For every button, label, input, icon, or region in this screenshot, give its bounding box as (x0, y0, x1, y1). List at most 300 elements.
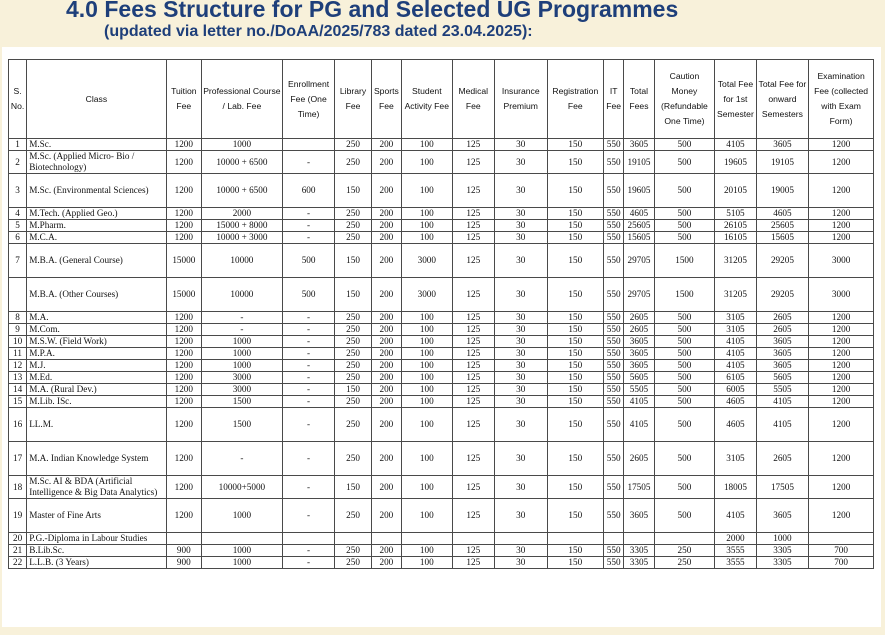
cell-insurance: 30 (494, 232, 547, 244)
cell-exam: 1200 (809, 208, 874, 220)
table-row (9, 151, 874, 174)
cell-total: 5505 (624, 384, 654, 396)
column-header: Tuition Fee (166, 60, 201, 139)
cell-caution: 500 (654, 336, 715, 348)
cell-medical: 125 (452, 408, 494, 442)
cell-enroll: 500 (282, 244, 335, 278)
cell-it: 550 (604, 396, 624, 408)
cell-insurance: 30 (494, 312, 547, 324)
cell-it: 550 (604, 384, 624, 396)
cell-tuition: 1200 (166, 408, 201, 442)
cell-activity: 100 (402, 372, 453, 384)
cell-insurance: 30 (494, 372, 547, 384)
cell-prof: 1000 (201, 557, 282, 569)
cell-sno: 12 (9, 360, 27, 372)
cell-onward: 4105 (756, 408, 809, 442)
page-heading (0, 0, 885, 48)
cell-onward: 3305 (756, 557, 809, 569)
cell-sno: 20 (9, 533, 27, 545)
cell-enroll: - (282, 476, 335, 499)
cell-exam: 1200 (809, 372, 874, 384)
cell-activity: 100 (402, 151, 453, 174)
table-row (9, 278, 874, 312)
cell-sno: 18 (9, 476, 27, 499)
cell-class: M.Sc. (Applied Micro- Bio / Biotechnology) (27, 151, 166, 174)
cell-insurance: 30 (494, 384, 547, 396)
cell-activity: 3000 (402, 278, 453, 312)
cell-class: Master of Fine Arts (27, 499, 166, 533)
cell-enroll: - (282, 499, 335, 533)
cell-class: M.Tech. (Applied Geo.) (27, 208, 166, 220)
cell-sports: 200 (371, 442, 401, 476)
cell-tuition: 1200 (166, 151, 201, 174)
table-row (9, 557, 874, 569)
fees-table (8, 59, 874, 569)
cell-sports: 200 (371, 232, 401, 244)
table-row (9, 174, 874, 208)
column-header: Caution Money (Refundable One Time) (654, 60, 715, 139)
table-row (9, 533, 874, 545)
cell-library: 250 (335, 208, 371, 220)
cell-medical: 125 (452, 312, 494, 324)
cell-sno: 10 (9, 336, 27, 348)
cell-library: 250 (335, 312, 371, 324)
cell-activity (402, 533, 453, 545)
cell-medical: 125 (452, 384, 494, 396)
cell-prof: 10000 + 6500 (201, 174, 282, 208)
cell-caution (654, 533, 715, 545)
cell-registration: 150 (547, 312, 604, 324)
cell-exam: 1200 (809, 220, 874, 232)
cell-first-sem: 3105 (715, 324, 756, 336)
cell-insurance: 30 (494, 557, 547, 569)
cell-sports: 200 (371, 151, 401, 174)
cell-onward: 19005 (756, 174, 809, 208)
cell-library: 150 (335, 174, 371, 208)
cell-library: 250 (335, 557, 371, 569)
cell-medical: 125 (452, 557, 494, 569)
cell-activity: 100 (402, 396, 453, 408)
cell-tuition: 1200 (166, 324, 201, 336)
cell-prof: 3000 (201, 384, 282, 396)
column-header: Total Fee for 1st Semester (715, 60, 756, 139)
cell-insurance: 30 (494, 360, 547, 372)
cell-medical: 125 (452, 545, 494, 557)
cell-enroll: - (282, 348, 335, 360)
cell-caution: 500 (654, 499, 715, 533)
cell-tuition: 1200 (166, 384, 201, 396)
cell-registration: 150 (547, 499, 604, 533)
cell-enroll: - (282, 232, 335, 244)
cell-sno: 6 (9, 232, 27, 244)
cell-prof: - (201, 324, 282, 336)
cell-it: 550 (604, 174, 624, 208)
cell-total: 3605 (624, 348, 654, 360)
cell-class: M.J. (27, 360, 166, 372)
cell-exam: 700 (809, 545, 874, 557)
cell-class: M.S.W. (Field Work) (27, 336, 166, 348)
column-header: Registration Fee (547, 60, 604, 139)
cell-onward: 25605 (756, 220, 809, 232)
table-row (9, 232, 874, 244)
cell-onward: 2605 (756, 324, 809, 336)
cell-sports: 200 (371, 208, 401, 220)
cell-class: M.B.A. (General Course) (27, 244, 166, 278)
cell-medical: 125 (452, 244, 494, 278)
table-body (9, 139, 874, 569)
cell-first-sem: 18005 (715, 476, 756, 499)
cell-library: 250 (335, 408, 371, 442)
cell-total: 3605 (624, 336, 654, 348)
cell-insurance: 30 (494, 174, 547, 208)
cell-caution: 500 (654, 408, 715, 442)
cell-total (624, 533, 654, 545)
cell-prof: 1500 (201, 396, 282, 408)
cell-it: 550 (604, 208, 624, 220)
cell-medical: 125 (452, 499, 494, 533)
cell-enroll (282, 533, 335, 545)
cell-exam: 1200 (809, 442, 874, 476)
cell-tuition: 1200 (166, 139, 201, 151)
cell-first-sem: 2000 (715, 533, 756, 545)
cell-prof: 2000 (201, 208, 282, 220)
table-row (9, 324, 874, 336)
cell-activity: 100 (402, 476, 453, 499)
cell-total: 4105 (624, 396, 654, 408)
cell-onward: 4605 (756, 208, 809, 220)
cell-class: M.Ed. (27, 372, 166, 384)
cell-library: 250 (335, 324, 371, 336)
cell-medical: 125 (452, 151, 494, 174)
table-row (9, 442, 874, 476)
cell-sports: 200 (371, 545, 401, 557)
cell-exam (809, 533, 874, 545)
cell-registration: 150 (547, 336, 604, 348)
cell-total: 4105 (624, 408, 654, 442)
cell-enroll: - (282, 336, 335, 348)
cell-tuition: 1200 (166, 372, 201, 384)
column-header: Student Activity Fee (402, 60, 453, 139)
cell-sports: 200 (371, 408, 401, 442)
cell-it: 550 (604, 324, 624, 336)
cell-medical: 125 (452, 139, 494, 151)
cell-first-sem: 5105 (715, 208, 756, 220)
cell-sno: 19 (9, 499, 27, 533)
cell-registration: 150 (547, 384, 604, 396)
cell-sno: 22 (9, 557, 27, 569)
cell-it: 550 (604, 348, 624, 360)
cell-sno: 2 (9, 151, 27, 174)
cell-it: 550 (604, 476, 624, 499)
cell-registration (547, 533, 604, 545)
cell-library: 250 (335, 348, 371, 360)
cell-registration: 150 (547, 324, 604, 336)
cell-insurance: 30 (494, 499, 547, 533)
cell-onward: 19105 (756, 151, 809, 174)
cell-registration: 150 (547, 348, 604, 360)
page-title: 4.0 Fees Structure for PG and Selected UG Programmes (66, 0, 679, 22)
cell-total: 2605 (624, 312, 654, 324)
cell-exam: 700 (809, 557, 874, 569)
cell-first-sem: 19605 (715, 151, 756, 174)
cell-class: M.Lib. ISc. (27, 396, 166, 408)
cell-total: 19605 (624, 174, 654, 208)
cell-activity: 100 (402, 139, 453, 151)
cell-prof: 10000+5000 (201, 476, 282, 499)
table-row (9, 244, 874, 278)
cell-enroll: - (282, 324, 335, 336)
cell-tuition: 1200 (166, 348, 201, 360)
column-header: Professional Course / Lab. Fee (201, 60, 282, 139)
cell-medical: 125 (452, 372, 494, 384)
cell-caution: 500 (654, 476, 715, 499)
cell-exam: 1200 (809, 312, 874, 324)
cell-prof: 1000 (201, 360, 282, 372)
cell-first-sem: 3555 (715, 545, 756, 557)
column-header: Total Fees (624, 60, 654, 139)
cell-caution: 500 (654, 208, 715, 220)
cell-sno: 5 (9, 220, 27, 232)
cell-tuition: 1200 (166, 336, 201, 348)
cell-total: 3305 (624, 545, 654, 557)
cell-registration: 150 (547, 557, 604, 569)
cell-insurance: 30 (494, 244, 547, 278)
cell-class: LL.M. (27, 408, 166, 442)
cell-first-sem: 4105 (715, 348, 756, 360)
cell-onward: 3305 (756, 545, 809, 557)
cell-it: 550 (604, 408, 624, 442)
table-row (9, 208, 874, 220)
cell-prof: 10000 + 6500 (201, 151, 282, 174)
cell-class: M.C.A. (27, 232, 166, 244)
cell-first-sem: 31205 (715, 278, 756, 312)
cell-sno: 8 (9, 312, 27, 324)
cell-sno: 3 (9, 174, 27, 208)
cell-class: M.Sc. AI & BDA (Artificial Intelligence & Big Data Analytics) (27, 476, 166, 499)
table-row (9, 372, 874, 384)
cell-exam: 1200 (809, 139, 874, 151)
cell-caution: 500 (654, 151, 715, 174)
cell-exam: 1200 (809, 476, 874, 499)
cell-first-sem: 6105 (715, 372, 756, 384)
cell-caution: 500 (654, 442, 715, 476)
cell-first-sem: 3105 (715, 312, 756, 324)
column-header: S. No. (9, 60, 27, 139)
column-header: IT Fee (604, 60, 624, 139)
cell-activity: 100 (402, 499, 453, 533)
cell-class: M.Sc. (Environmental Sciences) (27, 174, 166, 208)
cell-registration: 150 (547, 244, 604, 278)
cell-total: 19105 (624, 151, 654, 174)
table-row (9, 139, 874, 151)
cell-enroll: - (282, 545, 335, 557)
cell-medical: 125 (452, 208, 494, 220)
cell-enroll: - (282, 408, 335, 442)
cell-sno: 17 (9, 442, 27, 476)
cell-library: 150 (335, 476, 371, 499)
cell-onward: 29205 (756, 278, 809, 312)
cell-activity: 100 (402, 557, 453, 569)
cell-sports: 200 (371, 384, 401, 396)
cell-onward: 2605 (756, 312, 809, 324)
cell-caution: 1500 (654, 244, 715, 278)
cell-caution: 500 (654, 360, 715, 372)
cell-tuition: 15000 (166, 244, 201, 278)
cell-class: M.A. (Rural Dev.) (27, 384, 166, 396)
cell-first-sem: 3105 (715, 442, 756, 476)
cell-it: 550 (604, 360, 624, 372)
cell-onward: 1000 (756, 533, 809, 545)
cell-activity: 100 (402, 545, 453, 557)
cell-sno: 21 (9, 545, 27, 557)
table-row (9, 348, 874, 360)
cell-enroll (282, 139, 335, 151)
cell-sno (9, 278, 27, 312)
cell-caution: 500 (654, 139, 715, 151)
cell-first-sem: 4105 (715, 336, 756, 348)
cell-insurance: 30 (494, 151, 547, 174)
cell-medical: 125 (452, 220, 494, 232)
cell-caution: 500 (654, 232, 715, 244)
cell-insurance: 30 (494, 278, 547, 312)
page-subtitle: (updated via letter no./DoAA/2025/783 dated 23.04.2025): (104, 23, 533, 40)
cell-class: L.L.B. (3 Years) (27, 557, 166, 569)
cell-insurance: 30 (494, 396, 547, 408)
cell-prof: 1000 (201, 348, 282, 360)
cell-registration: 150 (547, 208, 604, 220)
cell-prof: 10000 (201, 278, 282, 312)
cell-registration: 150 (547, 408, 604, 442)
column-header: Library Fee (335, 60, 371, 139)
column-header: Enrollment Fee (One Time) (282, 60, 335, 139)
cell-registration: 150 (547, 360, 604, 372)
cell-tuition: 1200 (166, 499, 201, 533)
table-row (9, 476, 874, 499)
cell-library: 250 (335, 139, 371, 151)
cell-activity: 100 (402, 384, 453, 396)
cell-sports (371, 533, 401, 545)
cell-onward: 3605 (756, 139, 809, 151)
cell-sports: 200 (371, 278, 401, 312)
column-header: Insurance Premium (494, 60, 547, 139)
cell-library: 250 (335, 396, 371, 408)
cell-caution: 500 (654, 312, 715, 324)
cell-caution: 250 (654, 557, 715, 569)
cell-it: 550 (604, 372, 624, 384)
cell-tuition: 1200 (166, 312, 201, 324)
cell-sports: 200 (371, 220, 401, 232)
cell-exam: 1200 (809, 384, 874, 396)
cell-library: 250 (335, 336, 371, 348)
cell-sno: 11 (9, 348, 27, 360)
cell-enroll: - (282, 312, 335, 324)
cell-class: M.B.A. (Other Courses) (27, 278, 166, 312)
cell-medical: 125 (452, 232, 494, 244)
column-header: Class (27, 60, 166, 139)
cell-library: 250 (335, 220, 371, 232)
cell-onward: 3605 (756, 499, 809, 533)
cell-sports: 200 (371, 476, 401, 499)
cell-library (335, 533, 371, 545)
cell-exam: 1200 (809, 232, 874, 244)
cell-activity: 100 (402, 442, 453, 476)
cell-onward: 17505 (756, 476, 809, 499)
cell-tuition: 1200 (166, 476, 201, 499)
cell-tuition (166, 533, 201, 545)
cell-registration: 150 (547, 442, 604, 476)
cell-activity: 100 (402, 348, 453, 360)
cell-first-sem: 4105 (715, 499, 756, 533)
cell-sno: 16 (9, 408, 27, 442)
cell-total: 5605 (624, 372, 654, 384)
cell-onward: 3605 (756, 336, 809, 348)
cell-class: B.Lib.Sc. (27, 545, 166, 557)
cell-registration: 150 (547, 139, 604, 151)
cell-library: 250 (335, 151, 371, 174)
cell-exam: 3000 (809, 278, 874, 312)
cell-total: 4605 (624, 208, 654, 220)
cell-sports: 200 (371, 557, 401, 569)
cell-caution: 500 (654, 396, 715, 408)
cell-sports: 200 (371, 324, 401, 336)
cell-it: 550 (604, 220, 624, 232)
table-row (9, 499, 874, 533)
cell-prof: 1000 (201, 499, 282, 533)
cell-class: M.A. Indian Knowledge System (27, 442, 166, 476)
document-sheet (2, 47, 881, 627)
cell-activity: 100 (402, 324, 453, 336)
cell-registration: 150 (547, 232, 604, 244)
cell-it (604, 533, 624, 545)
cell-medical: 125 (452, 476, 494, 499)
cell-activity: 100 (402, 360, 453, 372)
cell-activity: 100 (402, 336, 453, 348)
cell-sno: 15 (9, 396, 27, 408)
cell-tuition: 1200 (166, 360, 201, 372)
cell-it: 550 (604, 232, 624, 244)
cell-registration: 150 (547, 545, 604, 557)
table-row (9, 360, 874, 372)
cell-activity: 3000 (402, 244, 453, 278)
table-row (9, 220, 874, 232)
cell-total: 2605 (624, 442, 654, 476)
cell-prof: 15000 + 8000 (201, 220, 282, 232)
cell-first-sem: 4605 (715, 396, 756, 408)
cell-prof (201, 533, 282, 545)
cell-tuition: 15000 (166, 278, 201, 312)
cell-exam: 1200 (809, 360, 874, 372)
cell-sports: 200 (371, 312, 401, 324)
cell-enroll: - (282, 384, 335, 396)
cell-it: 550 (604, 139, 624, 151)
cell-medical: 125 (452, 324, 494, 336)
cell-caution: 500 (654, 324, 715, 336)
cell-insurance: 30 (494, 476, 547, 499)
cell-medical: 125 (452, 348, 494, 360)
cell-total: 3605 (624, 139, 654, 151)
cell-it: 550 (604, 442, 624, 476)
cell-caution: 500 (654, 384, 715, 396)
cell-registration: 150 (547, 278, 604, 312)
cell-prof: 1500 (201, 408, 282, 442)
cell-registration: 150 (547, 174, 604, 208)
cell-total: 15605 (624, 232, 654, 244)
cell-total: 3605 (624, 499, 654, 533)
cell-first-sem: 31205 (715, 244, 756, 278)
cell-library: 250 (335, 545, 371, 557)
cell-tuition: 1200 (166, 232, 201, 244)
cell-exam: 1200 (809, 396, 874, 408)
